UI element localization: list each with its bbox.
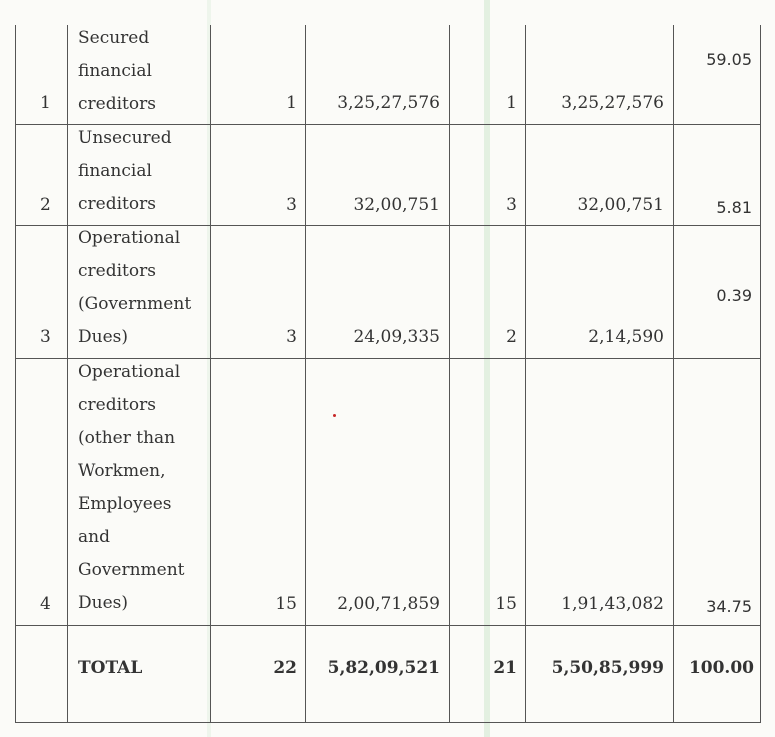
total-claims-count: 22 (273, 658, 297, 678)
admitted-amount: 32,00,751 (577, 195, 664, 215)
grid-line (67, 25, 68, 723)
admitted-count: 2 (506, 327, 517, 347)
claims-amount: 24,09,335 (353, 327, 440, 347)
total-percent: 100.00 (688, 658, 754, 678)
claims-amount: 3,25,27,576 (337, 93, 440, 113)
category-cell (78, 222, 191, 354)
grid-line (760, 25, 761, 723)
category-line: Operational (78, 362, 181, 382)
category-line: Dues) (78, 593, 128, 613)
category-line: creditors (78, 94, 156, 114)
category-cell (78, 22, 156, 121)
category-line: (other than (78, 428, 176, 448)
claims-amount: 32,00,751 (353, 195, 440, 215)
admitted-count: 1 (506, 93, 517, 113)
grid-line (15, 722, 760, 723)
serial-number: 4 (40, 594, 51, 614)
category-line: creditors (78, 194, 156, 214)
admitted-count: 15 (495, 594, 517, 614)
category-line: Unsecured (78, 128, 172, 148)
grid-line (15, 625, 760, 626)
percent-share: 5.81 (716, 198, 752, 217)
category-line: Operational (78, 228, 181, 248)
claims-count: 3 (286, 327, 297, 347)
total-admitted-count: 21 (493, 658, 517, 678)
percent-share: 59.05 (706, 50, 752, 69)
serial-number: 2 (40, 195, 51, 215)
claims-amount: 2,00,71,859 (337, 594, 440, 614)
stray-dot (333, 414, 336, 417)
admitted-amount: 3,25,27,576 (561, 93, 664, 113)
grid-line (305, 25, 306, 723)
category-line: creditors (78, 261, 156, 281)
total-label: TOTAL (78, 658, 143, 678)
category-line: Employees (78, 494, 172, 514)
total-claims-amount: 5,82,09,521 (327, 658, 440, 678)
percent-share: 0.39 (716, 286, 752, 305)
grid-line (525, 25, 526, 723)
admitted-amount: 1,91,43,082 (561, 594, 664, 614)
serial-number: 1 (40, 93, 51, 113)
category-line: Workmen, (78, 461, 166, 481)
claims-count: 15 (275, 594, 297, 614)
grid-line (673, 25, 674, 723)
category-cell (78, 122, 172, 221)
admitted-amount: 2,14,590 (588, 327, 664, 347)
category-line: Government (78, 560, 185, 580)
claims-count: 3 (286, 195, 297, 215)
admitted-count: 3 (506, 195, 517, 215)
category-cell (78, 356, 185, 620)
category-line: and (78, 527, 110, 547)
grid-line (210, 25, 211, 723)
total-admitted-amount: 5,50,85,999 (551, 658, 664, 678)
category-line: financial (78, 61, 152, 81)
grid-line (449, 25, 450, 723)
category-line: creditors (78, 395, 156, 415)
serial-number: 3 (40, 327, 51, 347)
category-line: financial (78, 161, 152, 181)
category-line: Dues) (78, 327, 128, 347)
percent-share: 34.75 (706, 597, 752, 616)
claims-count: 1 (286, 93, 297, 113)
category-line: Secured (78, 28, 150, 48)
category-line: (Government (78, 294, 192, 314)
grid-line (15, 25, 16, 723)
